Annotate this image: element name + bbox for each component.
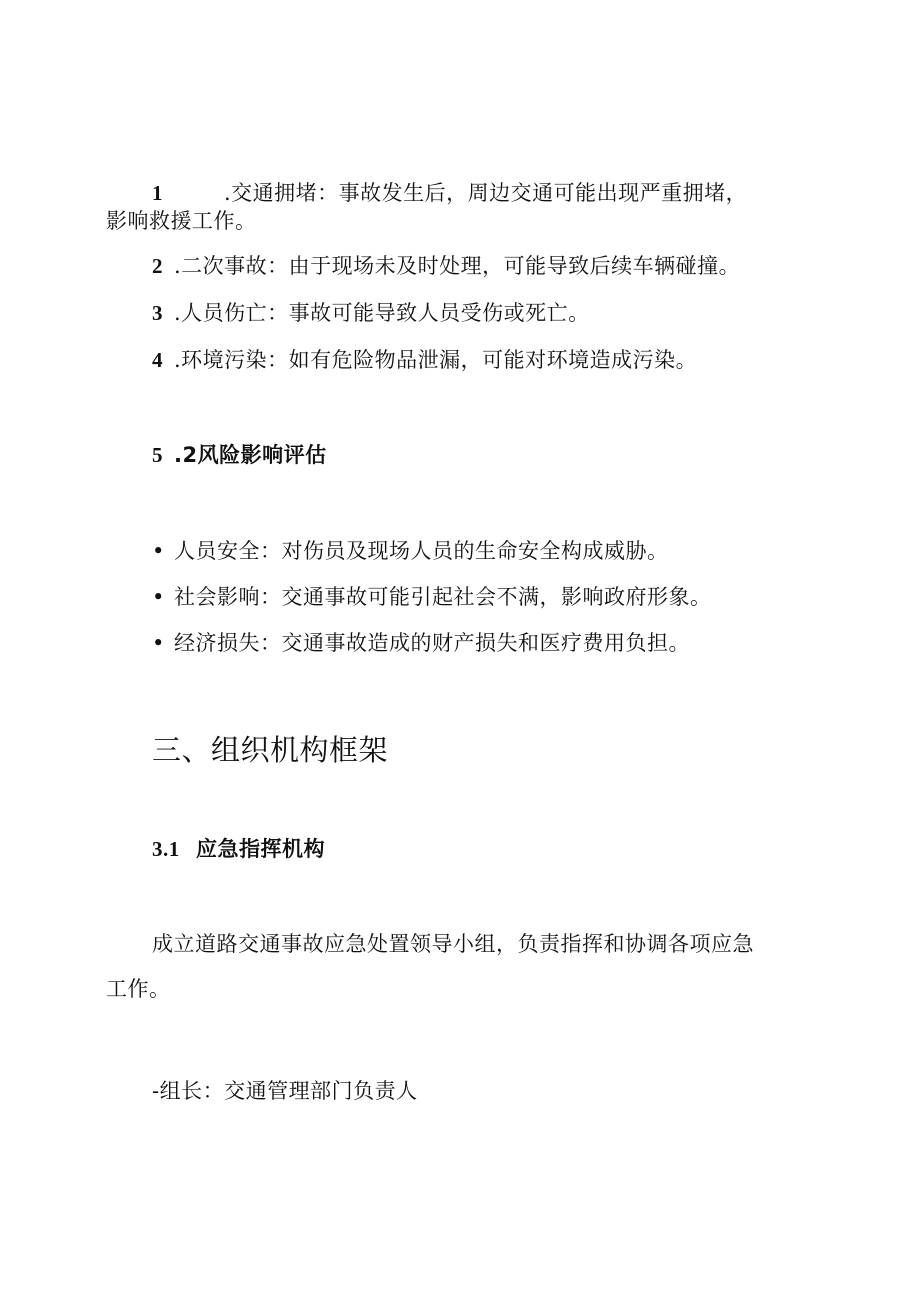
risk-item-1	[152, 180, 747, 206]
chapter-3-heading: 三、组织机构框架	[152, 733, 389, 767]
risk-item-4	[152, 347, 697, 373]
bullet-icon: •	[152, 631, 165, 655]
impact-item-1-text: 人员安全：对伤员及现场人员的生命安全构成威胁。	[174, 539, 669, 563]
risk-item-2-number: 2	[152, 254, 163, 278]
impact-item-3	[152, 630, 690, 656]
risk-item-3-text: .人员伤亡：事故可能导致人员受伤或死亡。	[174, 301, 590, 325]
risk-item-1-text: .交通拥堵：事故发生后，周边交通可能出现严重拥堵，	[224, 181, 748, 205]
risk-item-4-number: 4	[152, 348, 163, 372]
section-3-1-number: 3.1	[152, 837, 180, 861]
risk-item-2	[152, 253, 740, 279]
section-3-1-heading	[152, 836, 325, 862]
section-5-2-title: .2风险影响评估	[174, 443, 327, 467]
paragraph-line-1: 成立道路交通事故应急处置领导小组，负责指挥和协调各项应急	[152, 932, 754, 956]
bullet-icon: •	[152, 539, 165, 563]
risk-item-2-text: .二次事故：由于现场未及时处理，可能导致后续车辆碰撞。	[174, 254, 741, 278]
impact-item-3-text: 经济损失：交通事故造成的财产损失和医疗费用负担。	[174, 631, 690, 655]
bullet-icon: •	[152, 585, 165, 609]
section-3-1-title: 应急指挥机构	[196, 837, 325, 861]
leader-line: -组长：交通管理部门负责人	[152, 1079, 418, 1103]
impact-item-2-text: 社会影响：交通事故可能引起社会不满，影响政府形象。	[174, 585, 712, 609]
risk-item-3-number: 3	[152, 301, 163, 325]
impact-item-2	[152, 584, 712, 610]
risk-item-3	[152, 300, 590, 326]
risk-item-1-continuation: 影响救援工作。	[106, 209, 257, 233]
impact-item-1	[152, 538, 669, 564]
paragraph-line-2: 工作。	[106, 977, 171, 1001]
risk-item-1-number: 1	[152, 181, 163, 205]
section-5-2-number: 5	[152, 443, 163, 467]
section-5-2-heading	[152, 442, 327, 468]
risk-item-4-text: .环境污染：如有危险物品泄漏，可能对环境造成污染。	[174, 348, 698, 372]
